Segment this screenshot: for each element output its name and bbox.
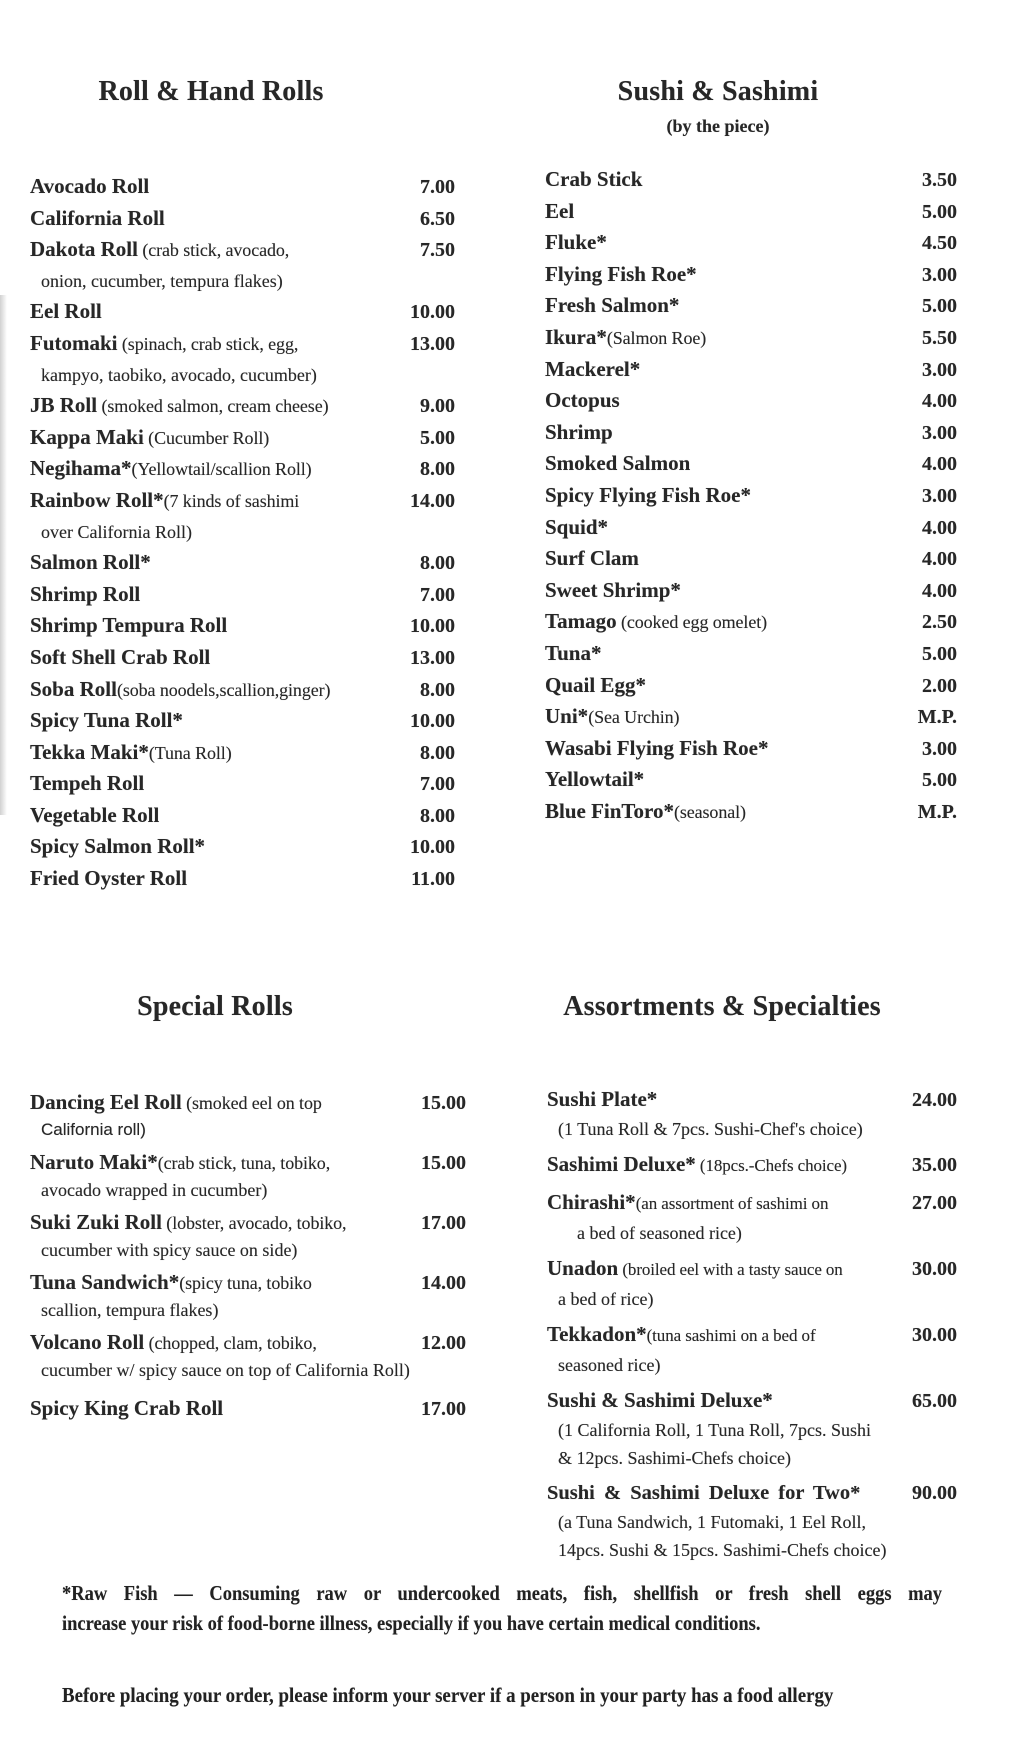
section-title: Sushi & Sashimi bbox=[617, 76, 819, 107]
item-price: 17.00 bbox=[421, 1398, 466, 1420]
item-price: 10.00 bbox=[410, 836, 455, 859]
menu-item bbox=[30, 485, 455, 547]
item-name: Vegetable Roll bbox=[30, 802, 160, 827]
item-price: 3.00 bbox=[922, 263, 957, 286]
item-price: 4.00 bbox=[922, 579, 957, 602]
item-name: Negihama*(Yellowtail/scallion Roll) bbox=[30, 456, 312, 481]
raw-fish-footnote-line2: increase your risk of food-borne illness, especially if you have certain medical conditions. bbox=[62, 1611, 761, 1635]
menu-item-line bbox=[30, 1328, 466, 1357]
menu-item bbox=[30, 171, 455, 203]
menu-item bbox=[30, 579, 455, 611]
item-price: 3.00 bbox=[922, 484, 957, 507]
item-name: Mackerel* bbox=[545, 356, 641, 381]
item-price: 17.00 bbox=[421, 1212, 466, 1234]
item-price: 8.00 bbox=[420, 678, 455, 701]
item-name: Dancing Eel Roll (smoked eel on top bbox=[30, 1090, 322, 1114]
menu-item-line bbox=[30, 171, 455, 203]
item-description-continued: kampyo, taobiko, avocado, cucumber) bbox=[41, 364, 317, 385]
menu-item-line bbox=[30, 863, 455, 895]
menu-item-line bbox=[30, 800, 455, 832]
menu-item bbox=[545, 733, 957, 765]
menu-item-line bbox=[545, 764, 957, 796]
item-price: 90.00 bbox=[912, 1482, 957, 1504]
item-description: (seasonal) bbox=[673, 801, 746, 822]
item-name: California Roll bbox=[30, 205, 165, 230]
item-name: Dakota Roll (crab stick, avocado, bbox=[30, 237, 290, 262]
item-description: (spicy tuna, tobiko bbox=[179, 1273, 312, 1293]
item-name: Spicy Flying Fish Roe* bbox=[545, 482, 751, 507]
item-price: 2.00 bbox=[922, 674, 957, 697]
item-price: 30.00 bbox=[912, 1324, 957, 1346]
item-name: Spicy Salmon Roll* bbox=[30, 834, 206, 859]
menu-item-line bbox=[545, 322, 957, 354]
item-price: 4.00 bbox=[922, 453, 957, 476]
menu-item-line bbox=[30, 453, 455, 485]
menu-item bbox=[30, 1088, 466, 1143]
section-title: Assortments & Specialties bbox=[563, 991, 881, 1022]
item-description: (smoked salmon, cream cheese) bbox=[97, 396, 329, 417]
section-items bbox=[545, 164, 957, 827]
item-price: 10.00 bbox=[410, 301, 455, 324]
menu-item-line bbox=[30, 642, 455, 674]
item-name: Uni*(Sea Urchin) bbox=[545, 704, 680, 729]
item-price: 5.00 bbox=[420, 426, 455, 449]
item-name: Fresh Salmon* bbox=[545, 293, 680, 318]
menu-item-line bbox=[547, 1084, 957, 1115]
menu-item bbox=[545, 417, 957, 449]
raw-fish-footnote-line1: *Raw Fish — Consuming raw or undercooked meats, fish, shellfish or fresh shell eggs may bbox=[62, 1581, 942, 1605]
menu-item-line bbox=[30, 610, 455, 642]
menu-item-line bbox=[30, 674, 455, 706]
item-name: Sushi Plate* bbox=[547, 1087, 658, 1111]
item-name: Eel bbox=[545, 198, 575, 223]
item-name: Sushi & Sashimi Deluxe for Two* bbox=[547, 1482, 861, 1504]
item-name: Sushi & Sashimi Deluxe* bbox=[547, 1388, 773, 1412]
menu-item bbox=[545, 227, 957, 259]
item-description-continued: California roll) bbox=[41, 1120, 146, 1139]
item-description: (cooked egg omelet) bbox=[616, 612, 768, 633]
menu-item-line bbox=[545, 512, 957, 544]
menu-item-line bbox=[545, 606, 957, 638]
item-price: 4.50 bbox=[922, 232, 957, 255]
item-price: 3.00 bbox=[922, 358, 957, 381]
menu-item bbox=[547, 1187, 957, 1247]
menu-item bbox=[545, 322, 957, 354]
item-description-continued: onion, cucumber, tempura flakes) bbox=[41, 270, 283, 291]
item-description: (lobster, avocado, tobiko, bbox=[161, 1213, 347, 1233]
menu-item bbox=[547, 1319, 957, 1379]
item-name: Shrimp Roll bbox=[30, 581, 141, 606]
menu-item bbox=[30, 328, 455, 390]
menu-item bbox=[30, 296, 455, 328]
item-name: Ikura*(Salmon Roe) bbox=[545, 324, 707, 349]
item-price: 7.00 bbox=[420, 773, 455, 796]
menu-item-line bbox=[545, 354, 957, 386]
item-name: Tuna Sandwich*(spicy tuna, tobiko bbox=[30, 1270, 312, 1294]
item-description: (smoked eel on top bbox=[181, 1093, 322, 1113]
item-description-continued: avocado wrapped in cucumber) bbox=[41, 1180, 268, 1200]
item-price: 12.00 bbox=[421, 1332, 466, 1354]
menu-item bbox=[30, 800, 455, 832]
menu-item bbox=[30, 1208, 466, 1263]
menu-item-line bbox=[30, 422, 455, 454]
item-name: Shrimp Tempura Roll bbox=[30, 613, 228, 638]
section-sushi-sashimi bbox=[545, 75, 957, 827]
item-name: Avocado Roll bbox=[30, 174, 150, 198]
menu-item-line bbox=[545, 164, 957, 196]
item-name: Squid* bbox=[545, 514, 609, 539]
item-price: 4.00 bbox=[922, 390, 957, 413]
menu-item bbox=[545, 512, 957, 544]
menu-item bbox=[545, 354, 957, 386]
section-items bbox=[547, 1084, 957, 1564]
item-description: (an assortment of sashimi on bbox=[635, 1194, 829, 1213]
menu-item-line bbox=[545, 417, 957, 449]
item-price: 5.00 bbox=[922, 769, 957, 792]
item-price: 8.00 bbox=[420, 552, 455, 575]
menu-item bbox=[30, 705, 455, 737]
menu-item-line bbox=[545, 670, 957, 702]
menu-item-line bbox=[30, 328, 455, 360]
item-price: 9.00 bbox=[420, 395, 455, 418]
menu-item-line bbox=[547, 1385, 957, 1416]
menu-item bbox=[547, 1149, 957, 1181]
menu-item bbox=[545, 290, 957, 322]
menu-item-line bbox=[547, 1253, 957, 1285]
menu-item bbox=[30, 863, 455, 895]
item-price: 14.00 bbox=[421, 1272, 466, 1294]
section-items bbox=[30, 171, 455, 895]
menu-item-line bbox=[30, 485, 455, 517]
item-price: 30.00 bbox=[912, 1258, 957, 1280]
menu-item bbox=[545, 701, 957, 733]
section-items bbox=[30, 1088, 466, 1423]
item-name: Tempeh Roll bbox=[30, 771, 145, 796]
menu-item-line bbox=[545, 227, 957, 259]
item-description: (Tuna Roll) bbox=[148, 742, 232, 763]
item-name: Rainbow Roll*(7 kinds of sashimi bbox=[30, 487, 300, 512]
menu-item bbox=[30, 642, 455, 674]
item-name: Suki Zuki Roll (lobster, avocado, tobiko, bbox=[30, 1210, 347, 1234]
item-description-continued: seasoned rice) bbox=[558, 1355, 661, 1375]
menu-item-line bbox=[30, 1088, 466, 1117]
item-name: Shrimp bbox=[545, 419, 613, 444]
item-name: Futomaki (spinach, crab stick, egg, bbox=[30, 330, 299, 355]
menu-item-line bbox=[547, 1319, 957, 1351]
item-price: 3.50 bbox=[922, 169, 957, 191]
item-name: Sweet Shrimp* bbox=[545, 577, 681, 602]
menu-item bbox=[30, 453, 455, 485]
item-name: Tamago (cooked egg omelet) bbox=[545, 609, 768, 634]
item-name: Surf Clam bbox=[545, 546, 639, 571]
menu-item-line bbox=[547, 1187, 957, 1219]
menu-item bbox=[547, 1385, 957, 1472]
item-description: (chopped, clam, tobiko, bbox=[144, 1333, 317, 1353]
item-name: Unadon (broiled eel with a tasty sauce on bbox=[547, 1256, 843, 1280]
item-description: (soba noodels,scallion,ginger) bbox=[116, 679, 331, 700]
menu-item-line bbox=[30, 1208, 466, 1237]
item-description: (broiled eel with a tasty sauce on bbox=[618, 1260, 843, 1279]
item-description: (Yellowtail/scallion Roll) bbox=[131, 459, 312, 480]
menu-item-line bbox=[545, 638, 957, 670]
menu-item bbox=[545, 638, 957, 670]
menu-item-line bbox=[545, 196, 957, 228]
item-description-continued: 14pcs. Sushi & 15pcs. Sashimi-Chefs choice) bbox=[558, 1540, 887, 1560]
menu-item bbox=[30, 390, 455, 422]
item-price: 7.00 bbox=[420, 176, 455, 198]
section-special-rolls bbox=[30, 990, 466, 1428]
item-description-continued: & 12pcs. Sashimi-Chefs choice) bbox=[558, 1448, 791, 1468]
item-description-continued: a bed of seasoned rice) bbox=[577, 1223, 742, 1243]
menu-item bbox=[545, 480, 957, 512]
menu-item bbox=[545, 764, 957, 796]
item-price: 2.50 bbox=[922, 611, 957, 634]
item-price: 8.00 bbox=[420, 741, 455, 764]
section-assortments-specialties bbox=[547, 990, 957, 1570]
item-name: Octopus bbox=[545, 388, 620, 413]
item-description-continued: cucumber with spicy sauce on side) bbox=[41, 1240, 298, 1260]
menu-item bbox=[545, 796, 957, 828]
menu-item bbox=[545, 543, 957, 575]
item-price: 4.00 bbox=[922, 516, 957, 539]
menu-item-line bbox=[545, 733, 957, 765]
item-name: Sashimi Deluxe* (18pcs.-Chefs choice) bbox=[547, 1152, 847, 1176]
item-description-continued: over California Roll) bbox=[41, 521, 192, 542]
item-description-continued: scallion, tempura flakes) bbox=[41, 1300, 219, 1320]
item-name: Soba Roll(soba noodels,scallion,ginger) bbox=[30, 676, 331, 701]
item-name: Eel Roll bbox=[30, 299, 102, 324]
menu-item-line bbox=[30, 203, 455, 235]
item-price: 8.00 bbox=[420, 458, 455, 481]
item-price: 5.00 bbox=[922, 200, 957, 223]
item-name: Fluke* bbox=[545, 230, 607, 255]
raw-fish-footnote bbox=[62, 1578, 942, 1638]
menu-item bbox=[30, 610, 455, 642]
menu-item-line bbox=[545, 701, 957, 733]
menu-item bbox=[545, 575, 957, 607]
item-description: (7 kinds of sashimi bbox=[163, 490, 300, 511]
menu-item-line bbox=[30, 296, 455, 328]
menu-item bbox=[30, 234, 455, 296]
item-description-continued: (1 Tuna Roll & 7pcs. Sushi-Chef's choice) bbox=[558, 1119, 863, 1139]
item-price: 10.00 bbox=[410, 615, 455, 638]
menu-item-line bbox=[545, 796, 957, 828]
menu-item bbox=[30, 674, 455, 706]
item-name: Soft Shell Crab Roll bbox=[30, 644, 211, 669]
menu-item-line bbox=[30, 768, 455, 800]
item-price: 5.00 bbox=[922, 295, 957, 318]
menu-item-line bbox=[30, 737, 455, 769]
menu-item bbox=[545, 448, 957, 480]
section-title: Roll & Hand Rolls bbox=[98, 76, 324, 107]
item-description: (tuna sashimi on a bed of bbox=[646, 1326, 816, 1345]
menu-item bbox=[30, 1328, 466, 1383]
item-name: Chirashi*(an assortment of sashimi on bbox=[547, 1190, 829, 1214]
menu-item-line bbox=[30, 547, 455, 579]
item-price: 15.00 bbox=[421, 1092, 466, 1114]
item-price: 8.00 bbox=[420, 804, 455, 827]
menu-item bbox=[30, 1148, 466, 1203]
menu-item bbox=[547, 1478, 957, 1564]
item-description: (spinach, crab stick, egg, bbox=[117, 333, 299, 354]
menu-item bbox=[30, 1394, 466, 1423]
item-name: Kappa Maki (Cucumber Roll) bbox=[30, 424, 270, 449]
section-subtitle: (by the piece) bbox=[666, 116, 770, 136]
item-price: 24.00 bbox=[912, 1089, 957, 1111]
menu-item-line bbox=[545, 259, 957, 291]
menu-item-line bbox=[545, 448, 957, 480]
item-name: Wasabi Flying Fish Roe* bbox=[545, 735, 769, 760]
menu-item-line bbox=[30, 1394, 466, 1423]
item-name: Smoked Salmon bbox=[545, 451, 691, 476]
item-name: Spicy King Crab Roll bbox=[30, 1396, 224, 1420]
item-price: 3.00 bbox=[922, 737, 957, 760]
item-description: (18pcs.-Chefs choice) bbox=[695, 1156, 847, 1175]
menu-item bbox=[545, 670, 957, 702]
menu-item bbox=[547, 1253, 957, 1313]
allergy-footnote: Before placing your order, please inform your server if a person in your party has a food allergy bbox=[62, 1683, 834, 1707]
menu-item bbox=[30, 768, 455, 800]
menu-item bbox=[30, 831, 455, 863]
menu-item-line bbox=[30, 705, 455, 737]
menu-item-line bbox=[30, 1268, 466, 1297]
item-name: Tuna* bbox=[545, 640, 602, 665]
item-name: Fried Oyster Roll bbox=[30, 866, 188, 891]
item-price: 3.00 bbox=[922, 421, 957, 444]
menu-item bbox=[545, 606, 957, 638]
section-title: Special Rolls bbox=[137, 991, 293, 1022]
item-name: Salmon Roll* bbox=[30, 550, 151, 575]
menu-item bbox=[545, 385, 957, 417]
item-price: 7.00 bbox=[420, 583, 455, 606]
menu-item-line bbox=[30, 390, 455, 422]
item-price: 5.00 bbox=[922, 642, 957, 665]
item-price: 13.00 bbox=[410, 332, 455, 355]
menu-item bbox=[545, 196, 957, 228]
item-name: Spicy Tuna Roll* bbox=[30, 708, 183, 733]
item-price: 14.00 bbox=[410, 489, 455, 512]
item-name: Crab Stick bbox=[545, 167, 643, 191]
menu-item-line bbox=[30, 579, 455, 611]
item-name: Yellowtail* bbox=[545, 767, 645, 792]
item-price: 6.50 bbox=[420, 207, 455, 230]
item-name: Flying Fish Roe* bbox=[545, 261, 697, 286]
menu-item bbox=[545, 164, 957, 196]
item-price: 5.50 bbox=[922, 326, 957, 349]
menu-item bbox=[30, 737, 455, 769]
item-description-continued: a bed of rice) bbox=[558, 1289, 654, 1309]
menu-item-line bbox=[30, 234, 455, 266]
item-name: Tekka Maki*(Tuna Roll) bbox=[30, 739, 232, 764]
menu-item-line bbox=[547, 1478, 957, 1508]
item-description-continued: (a Tuna Sandwich, 1 Futomaki, 1 Eel Roll, bbox=[558, 1512, 866, 1532]
menu-item bbox=[30, 1268, 466, 1323]
item-name: Naruto Maki*(crab stick, tuna, tobiko, bbox=[30, 1150, 331, 1174]
item-price: 7.50 bbox=[420, 239, 455, 262]
item-price: 27.00 bbox=[912, 1192, 957, 1214]
item-name: Blue FinToro*(seasonal) bbox=[545, 798, 746, 823]
menu-item-line bbox=[30, 831, 455, 863]
scan-edge-artifact bbox=[0, 295, 7, 815]
item-price: 35.00 bbox=[912, 1154, 957, 1176]
menu-item bbox=[545, 259, 957, 291]
item-description: (Cucumber Roll) bbox=[143, 427, 270, 448]
item-name: Volcano Roll (chopped, clam, tobiko, bbox=[30, 1330, 317, 1354]
section-roll-hand-rolls bbox=[30, 75, 455, 895]
item-price: 13.00 bbox=[410, 646, 455, 669]
item-price: 65.00 bbox=[912, 1390, 957, 1412]
item-price: 11.00 bbox=[411, 868, 455, 891]
item-description: (crab stick, avocado, bbox=[137, 240, 290, 261]
item-description-continued: cucumber w/ spicy sauce on top of California Roll) bbox=[41, 1360, 410, 1380]
item-description: (crab stick, tuna, tobiko, bbox=[157, 1153, 331, 1173]
menu-item-line bbox=[545, 543, 957, 575]
item-description: (Salmon Roe) bbox=[606, 327, 707, 348]
menu-item-line bbox=[547, 1149, 957, 1181]
menu-item-line bbox=[545, 290, 957, 322]
item-price: 15.00 bbox=[421, 1152, 466, 1174]
item-price: 4.00 bbox=[922, 548, 957, 571]
item-price: M.P. bbox=[917, 800, 957, 823]
item-price: M.P. bbox=[917, 706, 957, 729]
item-description-continued: (1 California Roll, 1 Tuna Roll, 7pcs. Sushi bbox=[558, 1420, 872, 1440]
item-price: 10.00 bbox=[410, 710, 455, 733]
item-description: (Sea Urchin) bbox=[588, 707, 680, 728]
menu-item bbox=[30, 203, 455, 235]
menu-item-line bbox=[545, 480, 957, 512]
menu-item-line bbox=[30, 1148, 466, 1177]
menu-item-line bbox=[545, 385, 957, 417]
menu-item bbox=[30, 422, 455, 454]
item-name: Quail Egg* bbox=[545, 672, 646, 697]
menu-item bbox=[30, 547, 455, 579]
menu-item-line bbox=[545, 575, 957, 607]
menu-item bbox=[547, 1084, 957, 1143]
item-name: Tekkadon*(tuna sashimi on a bed of bbox=[547, 1322, 816, 1346]
item-name: JB Roll (smoked salmon, cream cheese) bbox=[30, 393, 329, 418]
